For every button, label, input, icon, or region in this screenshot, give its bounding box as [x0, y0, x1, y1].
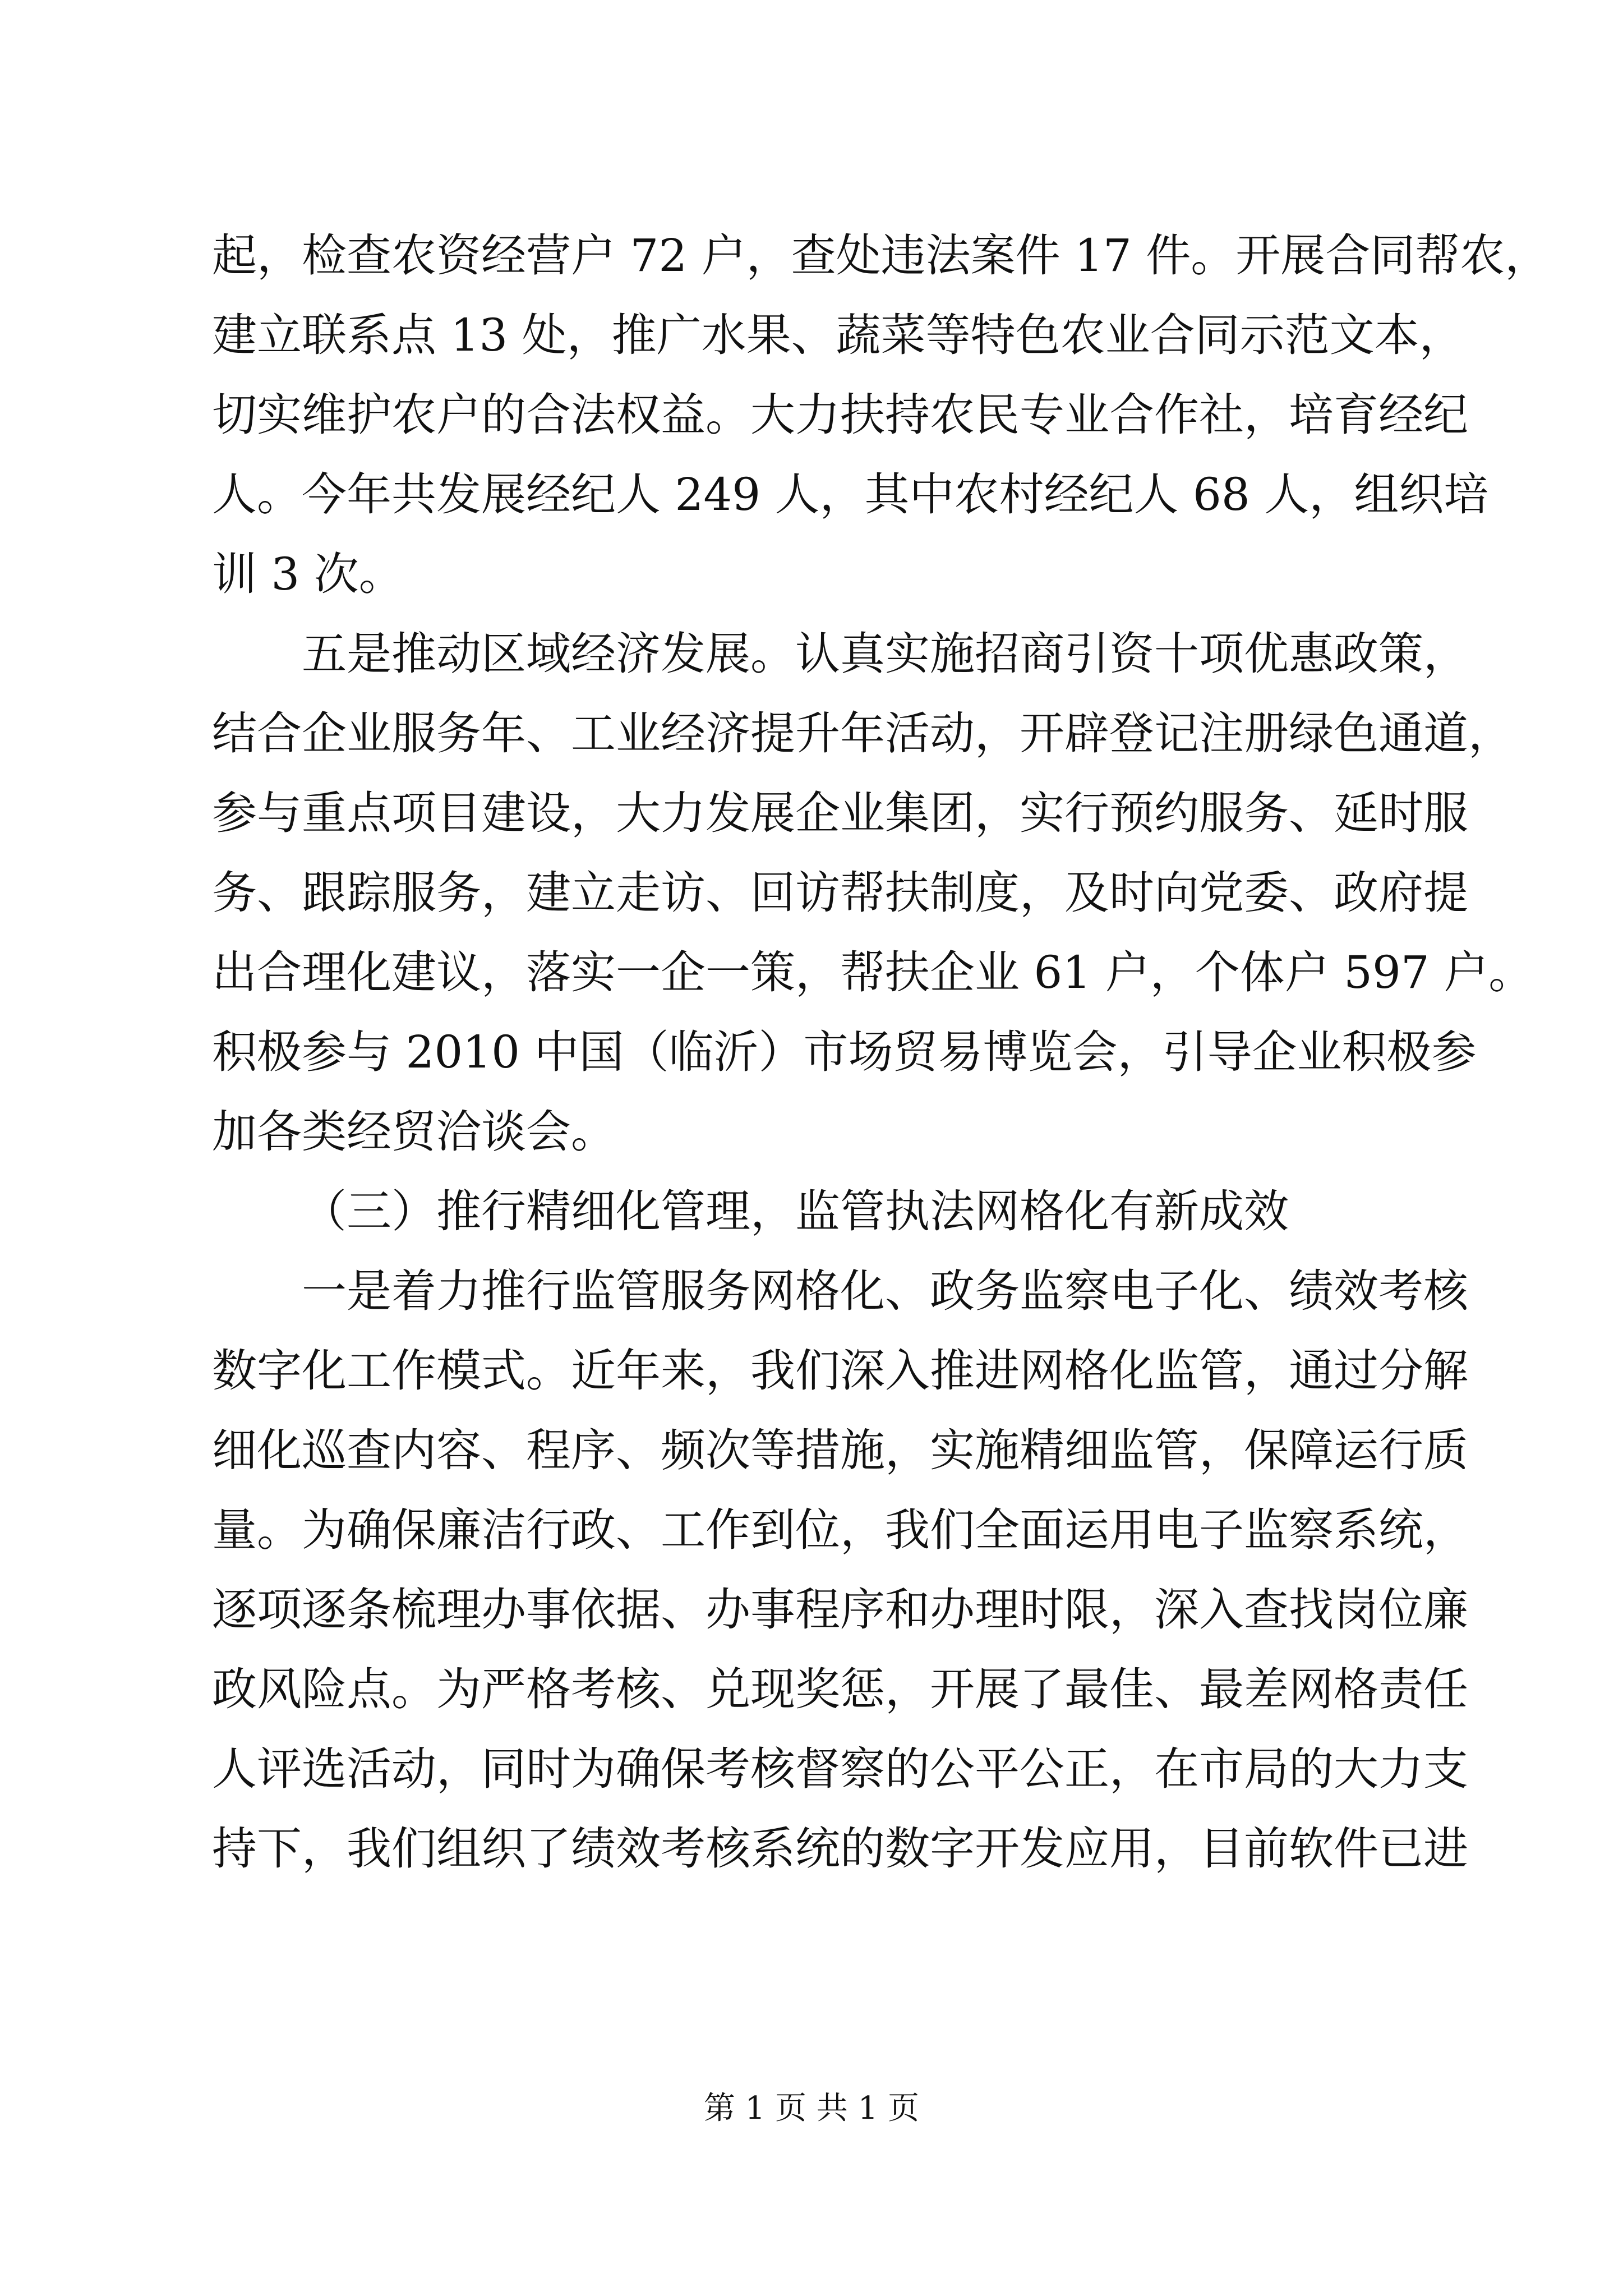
text-line: 人。今年共发展经纪人 249 人，其中农村经纪人 68 人，组织培	[212, 468, 1489, 521]
page-footer: 第 1 页 共 1 页	[703, 2090, 920, 2127]
text-line: 积极参与 2010 中国（临沂）市场贸易博览会，引导企业积极参	[212, 1026, 1477, 1078]
text-line: 务、跟踪服务，建立走访、回访帮扶制度，及时向党委、政府提	[212, 867, 1468, 919]
text-line: 结合企业服务年、工业经济提升年活动，开辟登记注册绿色通道，	[212, 707, 1513, 760]
text-line: 建立联系点 13 处，推广水果、蔬菜等特色农业合同示范文本，	[212, 309, 1464, 361]
text-line: （三）推行精细化管理，监管执法网格化有新成效	[302, 1185, 1289, 1237]
text-line: 切实维护农户的合法权益。大力扶持农民专业合作社，培育经纪	[212, 389, 1468, 441]
text-line: 出合理化建议，落实一企一策，帮扶企业 61 户，个体户 597 户。	[212, 946, 1534, 999]
text-line: 起，检查农资经营户 72 户，查处违法案件 17 件。开展合同帮农，	[212, 229, 1550, 282]
text-line: 政风险点。为严格考核、兑现奖惩，开展了最佳、最差网格责任	[212, 1663, 1468, 1715]
text-line: 数字化工作模式。近年来，我们深入推进网格化监管，通过分解	[212, 1345, 1468, 1397]
text-line: 逐项逐条梳理办事依据、办事程序和办理时限，深入查找岗位廉	[212, 1584, 1468, 1636]
document-body	[212, 216, 1550, 1889]
text-line: 量。为确保廉洁行政、工作到位，我们全面运用电子监察系统，	[212, 1504, 1468, 1556]
text-line: 持下，我们组织了绩效考核系统的数字开发应用，目前软件已进	[212, 1823, 1468, 1875]
text-line: 一是着力推行监管服务网格化、政务监察电子化、绩效考核	[302, 1265, 1468, 1317]
text-line: 训 3 次。	[212, 548, 404, 600]
text-line: 五是推动区域经济发展。认真实施招商引资十项优惠政策，	[302, 628, 1468, 680]
text-line: 人评选活动，同时为确保考核督察的公平公正，在市局的大力支	[212, 1743, 1468, 1795]
text-line: 细化巡查内容、程序、频次等措施，实施精细监管，保障运行质	[212, 1424, 1468, 1476]
text-line: 加各类经贸洽谈会。	[212, 1106, 616, 1158]
text-line: 参与重点项目建设，大力发展企业集团，实行预约服务、延时服	[212, 787, 1468, 839]
